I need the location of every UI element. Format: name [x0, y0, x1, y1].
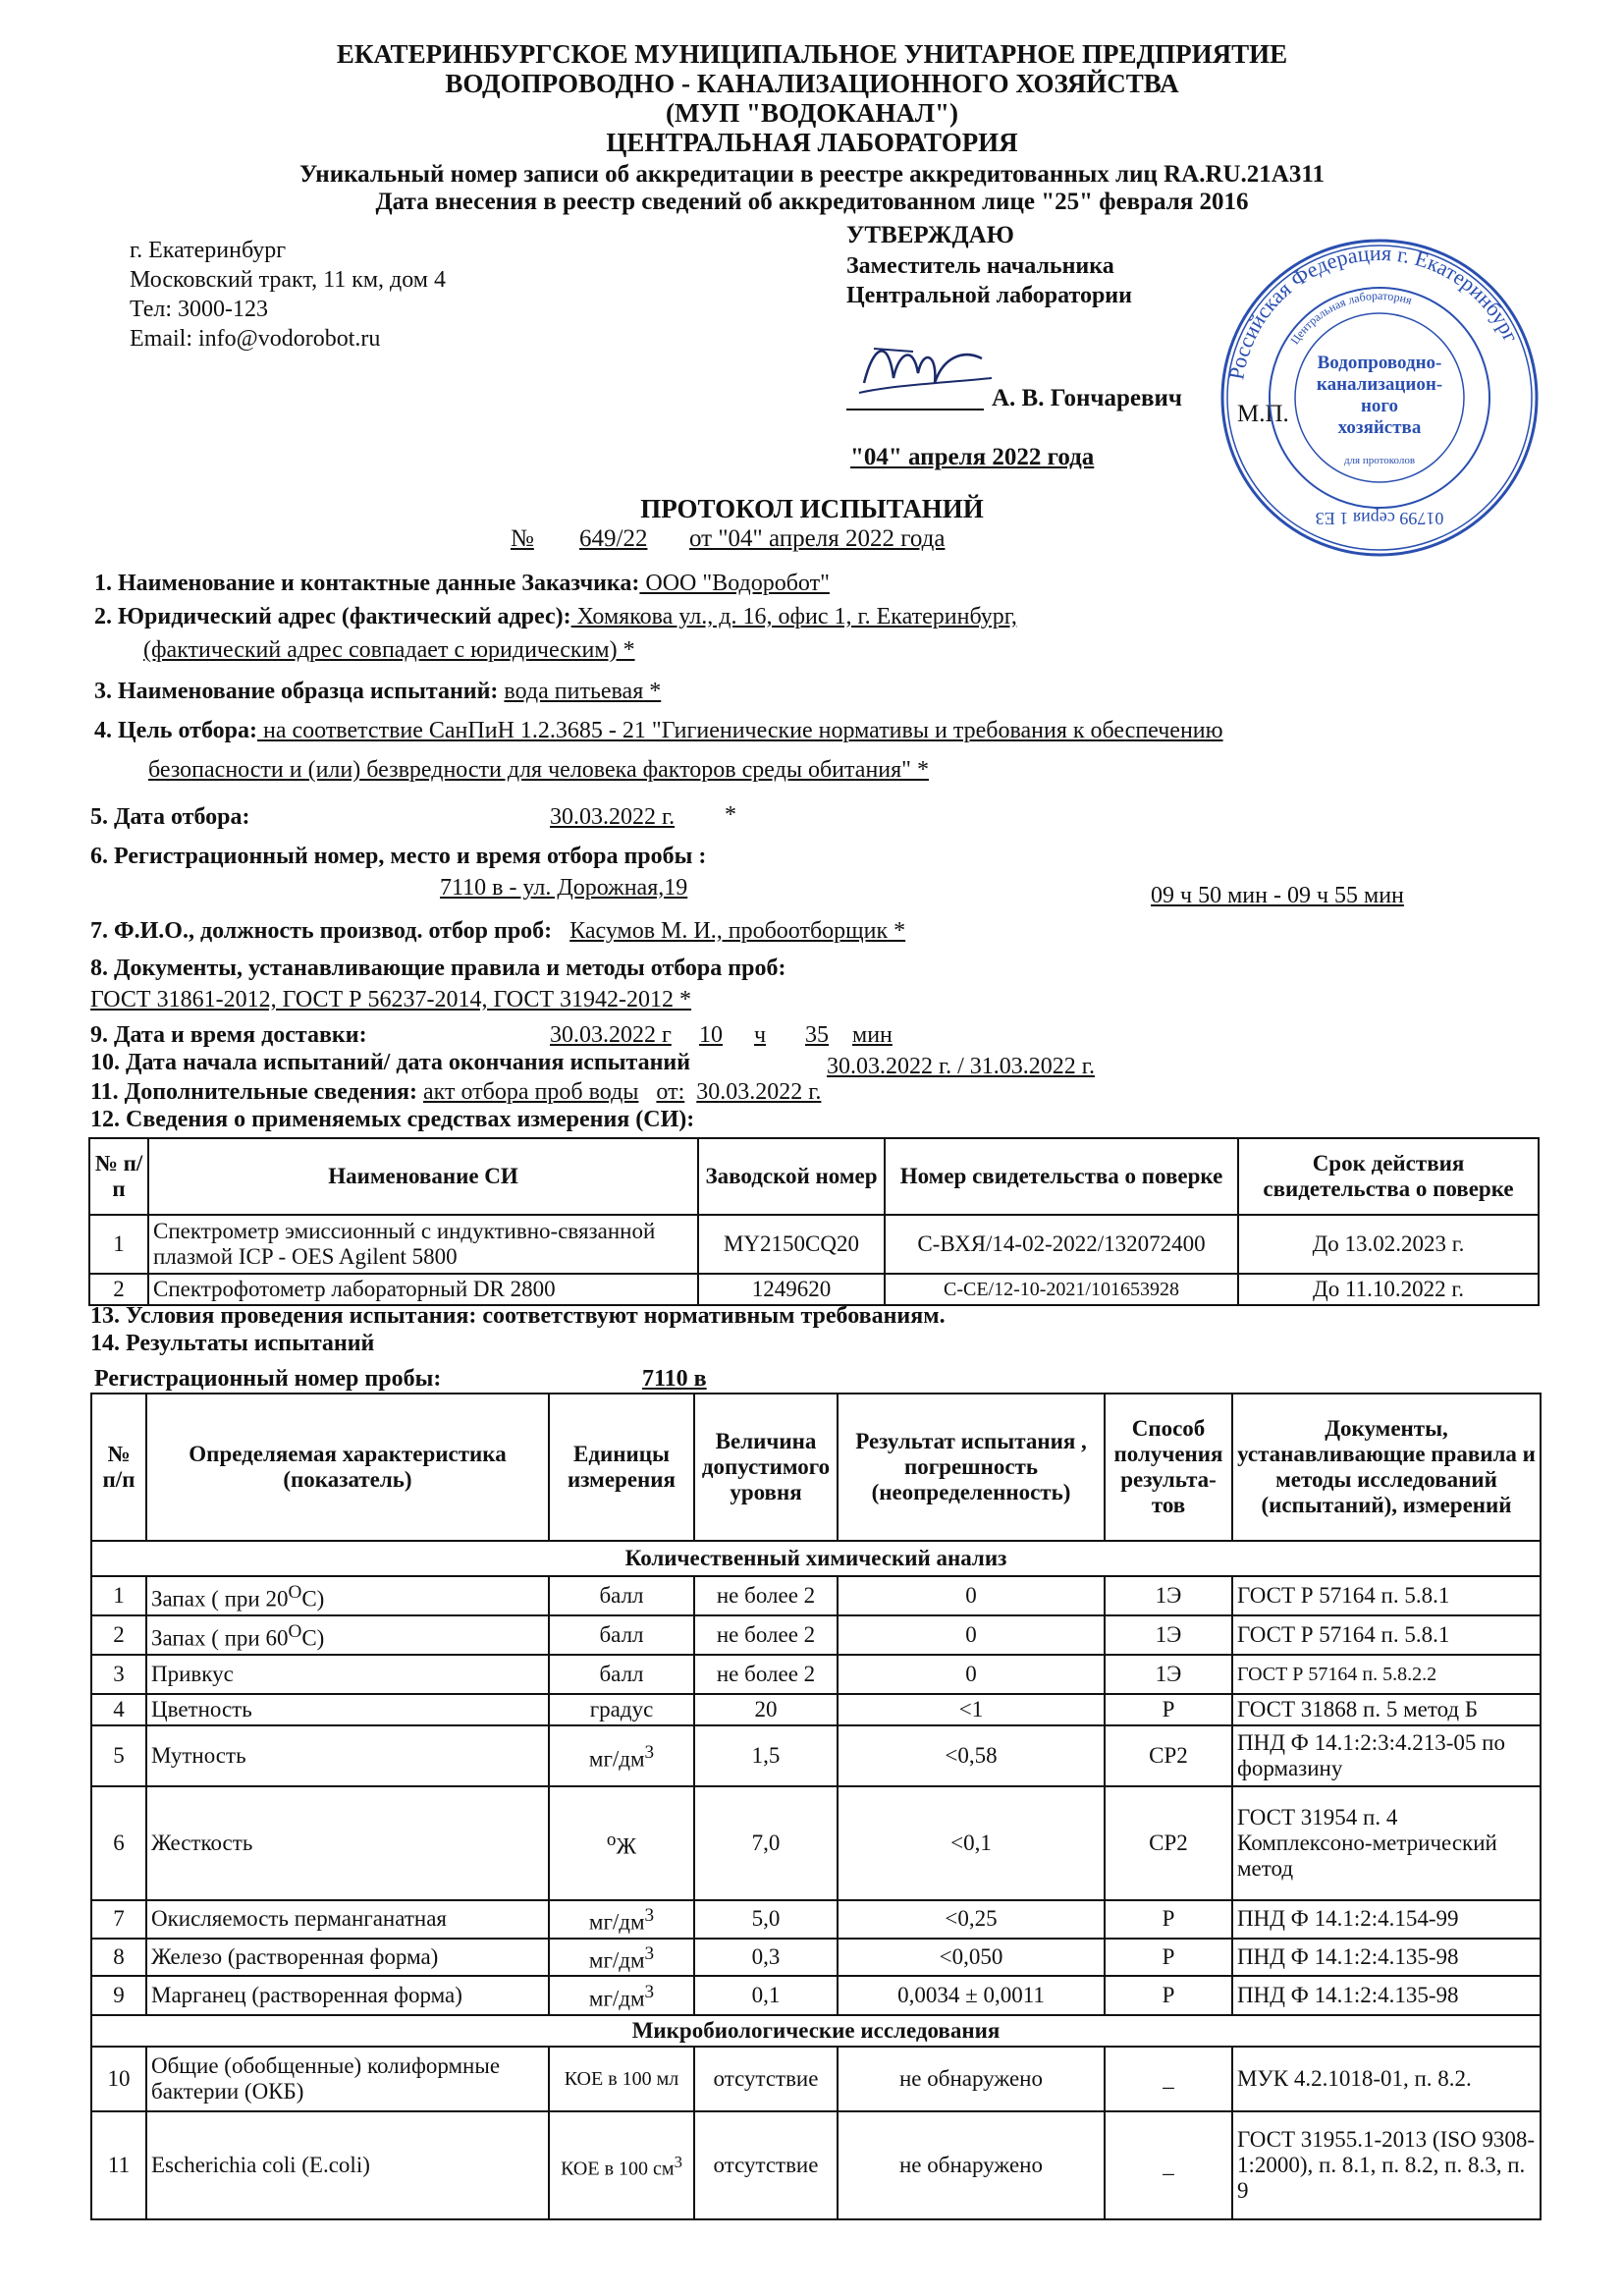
res-cell: Привкус: [146, 1655, 549, 1694]
res-cell: ГОСТ Р 57164 п. 5.8.1: [1232, 1615, 1541, 1655]
si-cell: До 11.10.2022 г.: [1238, 1274, 1539, 1305]
res-cell: не обнаружено: [838, 2111, 1105, 2219]
res-cell: Цветность: [146, 1694, 549, 1725]
section-chemical: Количественный химический анализ: [91, 1541, 1541, 1576]
res-cell: <0,25: [838, 1900, 1105, 1939]
item13: 13. Условия проведения испытания: соответствуют нормативным требованиям.: [90, 1303, 946, 1329]
si-cell: С-ВХЯ/14-02-2022/132072400: [885, 1215, 1238, 1274]
res-cell: _: [1105, 2047, 1232, 2111]
si-header-valid: Срок действия свидетельства о поверке: [1238, 1138, 1539, 1215]
item5-label: 5. Дата отбора:: [90, 804, 250, 830]
reg-number-label: Регистрационный номер пробы:: [94, 1366, 442, 1392]
res-cell: ПНД Ф 14.1:2:4.135-98: [1232, 1976, 1541, 2015]
res-cell: Окисляемость перманганатная: [146, 1900, 549, 1939]
si-cell: 2: [89, 1274, 148, 1305]
protocol-number: 649/22: [579, 525, 648, 552]
item5-star: *: [725, 802, 736, 828]
res-cell: градус: [549, 1694, 694, 1725]
res-cell: 1: [91, 1576, 146, 1615]
res-cell: Р: [1105, 1939, 1232, 1977]
res-cell: балл: [549, 1655, 694, 1694]
protocol-date: от "04" апреля 2022 года: [689, 525, 946, 552]
approver-role-1: Заместитель начальника: [846, 253, 1114, 279]
table-row: [91, 1655, 1541, 1694]
seal-for-protocols: для протоколов: [1343, 455, 1416, 466]
res-cell: балл: [549, 1615, 694, 1655]
si-cell: Спектрометр эмиссионный с индуктивно-связанной плазмой ICP - OES Agilent 5800: [148, 1215, 698, 1274]
res-cell: <0,1: [838, 1786, 1105, 1900]
res-cell: Общие (обобщенные) колиформные бактерии (ОКБ): [146, 2047, 549, 2111]
table-row: [91, 1694, 1541, 1725]
res-cell: ГОСТ 31868 п. 5 метод Б: [1232, 1694, 1541, 1725]
res-header-no: № п/п: [91, 1394, 146, 1541]
res-cell: СР2: [1105, 1725, 1232, 1786]
item9-label: 9. Дата и время доставки:: [90, 1022, 367, 1048]
si-header-name: Наименование СИ: [148, 1138, 698, 1215]
res-cell: ГОСТ 31955.1-2013 (ISO 9308-1:2000), п. 8.1, п. 8.2, п. 8.3, п. 9: [1232, 2111, 1541, 2219]
item4-label: 4. Цель отбора:: [94, 718, 257, 743]
res-cell: 0,3: [694, 1939, 838, 1977]
table-row: [91, 1900, 1541, 1939]
lab-name: ЦЕНТРАЛЬНАЯ ЛАБОРАТОРИЯ: [606, 128, 1018, 157]
seal-center-3: ного: [1360, 396, 1399, 416]
seal-center-1: Водопроводно-: [1317, 353, 1442, 373]
item11-value: акт отбора проб воды: [423, 1079, 639, 1105]
approval-date: "04" апреля 2022 года: [850, 444, 1095, 470]
res-cell: не более 2: [694, 1655, 838, 1694]
res-cell: балл: [549, 1576, 694, 1615]
res-header-docs: Документы, устанавливающие правила и методы исследований (испытаний), измерений: [1232, 1394, 1541, 1541]
si-header-serial: Заводской номер: [698, 1138, 885, 1215]
item7-label: 7. Ф.И.О., должность производ. отбор проб:: [90, 918, 553, 944]
res-cell: ПНД Ф 14.1:2:4.135-98: [1232, 1939, 1541, 1977]
results-table: [90, 1393, 1542, 2220]
res-cell: ПНД Ф 14.1:2:4.154-99: [1232, 1900, 1541, 1939]
accreditation-date: Дата внесения в реестр сведений об аккредитованном лице "25" февраля 2016: [375, 189, 1249, 215]
address-email: Email: info@vodorobot.ru: [130, 326, 381, 352]
res-cell: Р: [1105, 1694, 1232, 1725]
res-cell: Р: [1105, 1900, 1232, 1939]
signature-mark: [844, 324, 1001, 412]
res-cell: 6: [91, 1786, 146, 1900]
res-cell: отсутствие: [694, 2047, 838, 2111]
item4-value: на соответствие СанПиН 1.2.3685 - 21 "Гигиенические нормативы и требования к обеспечению: [256, 718, 1223, 743]
item11-label: 11. Дополнительные сведения:: [90, 1079, 418, 1105]
item10-label: 10. Дата начала испытаний/ дата окончания испытаний: [90, 1050, 691, 1075]
item7-value: Касумов М. И., пробоотборщик *: [569, 918, 906, 944]
res-cell: не более 2: [694, 1615, 838, 1655]
res-cell: 0: [838, 1615, 1105, 1655]
protocol-number-label: №: [511, 525, 534, 552]
reg-number-value: 7110 в: [642, 1366, 707, 1392]
item2-note: (фактический адрес совпадает с юридическим) *: [143, 637, 635, 663]
res-cell: Железо (растворенная форма): [146, 1939, 549, 1977]
res-header-unit: Единицы измерения: [549, 1394, 694, 1541]
si-cell: Спектрофотометр лабораторный DR 2800: [148, 1274, 698, 1305]
seal-place-label: М.П.: [1237, 401, 1289, 427]
res-cell: не обнаружено: [838, 2047, 1105, 2111]
res-cell: отсутствие: [694, 2111, 838, 2219]
table-row: [91, 2111, 1541, 2219]
res-cell: 0,1: [694, 1976, 838, 2015]
res-cell: ГОСТ Р 57164 п. 5.8.1: [1232, 1576, 1541, 1615]
seal-series: 01799 серия 1 ЕЗ: [1315, 509, 1444, 528]
res-cell: $мг/дм^3$: [549, 1725, 694, 1786]
protocol-title: ПРОТОКОЛ ИСПЫТАНИЙ: [640, 494, 984, 523]
address-phone: Тел: 3000-123: [130, 297, 269, 322]
res-cell: 7: [91, 1900, 146, 1939]
res-cell: $^о$Ж: [549, 1786, 694, 1900]
item6-time: 09 ч 50 мин - 09 ч 55 мин: [1151, 883, 1404, 908]
res-cell: 9: [91, 1976, 146, 2015]
table-row: [91, 2047, 1541, 2111]
approver-name: А. В. Гончаревич: [992, 385, 1182, 411]
item12-label: 12. Сведения о применяемых средствах измерения (СИ):: [90, 1107, 695, 1132]
si-cell: До 13.02.2023 г.: [1238, 1215, 1539, 1274]
res-cell: $мг/дм^3$: [549, 1900, 694, 1939]
res-cell: КОЕ в 100 мл: [549, 2047, 694, 2111]
res-cell: 11: [91, 2111, 146, 2219]
item9-hours-label: ч: [754, 1022, 767, 1048]
res-cell: Запах ( при $60^ОС$): [146, 1615, 549, 1655]
si-cell: 1: [89, 1215, 148, 1274]
res-cell: Escherichia coli (E.coli): [146, 2111, 549, 2219]
item2-value: Хомякова ул., д. 16, офис 1, г. Екатеринбург,: [570, 604, 1017, 629]
res-cell: 5: [91, 1725, 146, 1786]
seal-inner-text: Центральная лаборатория: [1287, 288, 1414, 348]
item11-date: 30.03.2022 г.: [696, 1079, 822, 1105]
res-cell: <0,58: [838, 1725, 1105, 1786]
item11-from: от:: [656, 1079, 685, 1105]
item8-label: 8. Документы, устанавливающие правила и методы отбора проб:: [90, 956, 786, 981]
res-cell: <0,050: [838, 1939, 1105, 1977]
res-cell: 3: [91, 1655, 146, 1694]
res-cell: 0: [838, 1576, 1105, 1615]
item2-label: 2. Юридический адрес (фактический адрес):: [94, 604, 571, 629]
section-microbiology: Микробиологические исследования: [91, 2015, 1541, 2047]
res-header-method: Способ получения результа-тов: [1105, 1394, 1232, 1541]
res-cell: $мг/дм^3$: [549, 1976, 694, 2015]
item9-minutes: 35: [805, 1022, 829, 1048]
res-cell: 0,0034 ± 0,0011: [838, 1976, 1105, 2015]
item4-value-cont: безопасности и (или) безвредности для человека факторов среды обитания" *: [148, 757, 929, 783]
res-cell: 20: [694, 1694, 838, 1725]
res-header-result: Результат испытания , погрешность (неопределенность): [838, 1394, 1105, 1541]
res-cell: ГОСТ 31954 п. 4 Комплексоно-метрический метод: [1232, 1786, 1541, 1900]
item3-label: 3. Наименование образца испытаний:: [94, 679, 499, 704]
item6-value: 7110 в - ул. Дорожная,19: [440, 875, 688, 901]
approve-label: УТВЕРЖДАЮ: [846, 222, 1014, 248]
res-cell: не более 2: [694, 1576, 838, 1615]
item9-date: 30.03.2022 г: [550, 1022, 672, 1048]
si-header-cert: Номер свидетельства о поверке: [885, 1138, 1238, 1215]
si-cell: 1249620: [698, 1274, 885, 1305]
res-cell: Запах ( при $20^ОС$): [146, 1576, 549, 1615]
table-row: [91, 1615, 1541, 1655]
res-cell: КОЕ в 100 $см^3$: [549, 2111, 694, 2219]
res-cell: 10: [91, 2047, 146, 2111]
si-cell: MY2150CQ20: [698, 1215, 885, 1274]
res-cell: 8: [91, 1939, 146, 1977]
res-cell: 0: [838, 1655, 1105, 1694]
item10-value: 30.03.2022 г. / 31.03.2022 г.: [827, 1054, 1095, 1079]
res-header-indicator: Определяемая характеристика (показатель): [146, 1394, 549, 1541]
item3-value: вода питьевая *: [504, 679, 662, 704]
address-street: Московский тракт, 11 км, дом 4: [130, 267, 446, 293]
res-cell: 2: [91, 1615, 146, 1655]
res-cell: 1Э: [1105, 1576, 1232, 1615]
res-cell: <1: [838, 1694, 1105, 1725]
si-table: [88, 1137, 1540, 1306]
seal-outer-text: Российская Федерация г. Екатеринбург: [1223, 240, 1524, 382]
item14: 14. Результаты испытаний: [90, 1331, 375, 1356]
item9-minutes-label: мин: [852, 1022, 893, 1048]
item8-value: ГОСТ 31861-2012, ГОСТ Р 56237-2014, ГОСТ 31942-2012 *: [90, 987, 692, 1012]
approver-role-2: Центральной лаборатории: [846, 283, 1132, 308]
seal-center-4: хозяйства: [1337, 417, 1422, 438]
item6-label: 6. Регистрационный номер, место и время отбора пробы :: [90, 844, 707, 869]
res-cell: Мутность: [146, 1725, 549, 1786]
res-cell: СР2: [1105, 1786, 1232, 1900]
accreditation-number: Уникальный номер записи об аккредитации в реестре аккредитованных лиц RA.RU.21А311: [299, 161, 1325, 188]
res-cell: 5,0: [694, 1900, 838, 1939]
org-name-short: (МУП "ВОДОКАНАЛ"): [666, 98, 958, 128]
item5-value: 30.03.2022 г.: [550, 804, 676, 830]
res-cell: Р: [1105, 1976, 1232, 2015]
si-cell: С-СЕ/12-10-2021/101653928: [885, 1274, 1238, 1305]
res-cell: ГОСТ Р 57164 п. 5.8.2.2: [1232, 1655, 1541, 1694]
si-header-no: № п/п: [89, 1138, 148, 1215]
table-row: [91, 1725, 1541, 1786]
table-row: [91, 1786, 1541, 1900]
seal-center-2: канализацион-: [1316, 374, 1443, 395]
res-header-limit: Величина допустимого уровня: [694, 1394, 838, 1541]
res-cell: $мг/дм^3$: [549, 1939, 694, 1977]
address-city: г. Екатеринбург: [130, 238, 287, 263]
table-row: [91, 1576, 1541, 1615]
table-row: [91, 1976, 1541, 2015]
table-row: [89, 1274, 1539, 1305]
res-cell: МУК 4.2.1018-01, п. 8.2.: [1232, 2047, 1541, 2111]
res-cell: 4: [91, 1694, 146, 1725]
res-cell: 1Э: [1105, 1655, 1232, 1694]
res-cell: 1,5: [694, 1725, 838, 1786]
table-row: [89, 1215, 1539, 1274]
table-row: [91, 1939, 1541, 1977]
res-cell: _: [1105, 2111, 1232, 2219]
res-cell: Жесткость: [146, 1786, 549, 1900]
org-name-line1: ЕКАТЕРИНБУРГСКОЕ МУНИЦИПАЛЬНОЕ УНИТАРНОЕ ПРЕДПРИЯТИЕ: [336, 39, 1288, 69]
item1-value: ООО "Водоробот": [639, 571, 830, 596]
org-name-line2: ВОДОПРОВОДНО - КАНАЛИЗАЦИОННОГО ХОЗЯЙСТВА: [445, 69, 1179, 98]
res-cell: Марганец (растворенная форма): [146, 1976, 549, 2015]
item9-hours: 10: [699, 1022, 723, 1048]
item1-label: 1. Наименование и контактные данные Заказчика:: [94, 571, 640, 596]
res-cell: 7,0: [694, 1786, 838, 1900]
res-cell: ПНД Ф 14.1:2:3:4.213-05 по формазину: [1232, 1725, 1541, 1786]
res-cell: 1Э: [1105, 1615, 1232, 1655]
